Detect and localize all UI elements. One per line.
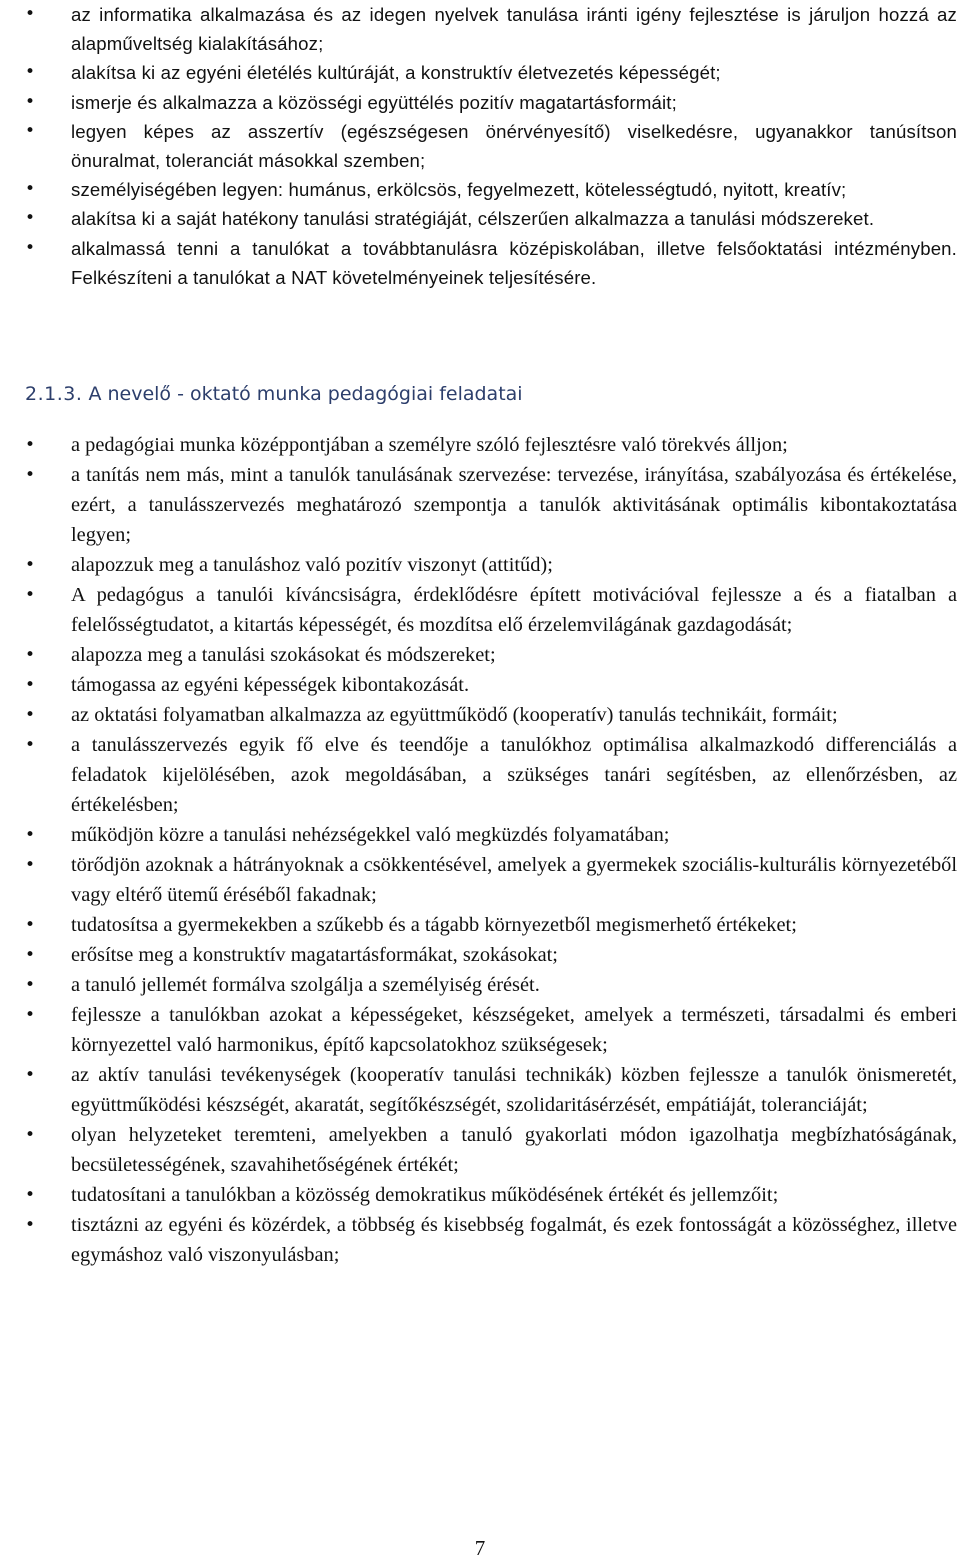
bullet-icon: • <box>25 855 36 875</box>
bullet-icon: • <box>25 120 36 141</box>
bullet-icon: • <box>25 675 36 695</box>
bullet-icon: • <box>25 915 36 935</box>
list-item: • tisztázni az egyéni és közérdek, a többség és kisebbség fogalmát, és ezek fontosságát a közösséghez, illetve egymáshoz való viszonyulásban; <box>71 1210 957 1270</box>
list-item: • a pedagógiai munka középpontjában a személyre szóló fejlesztésre való törekvés álljon; <box>71 430 957 460</box>
section-title: A nevelő - oktató munka pedagógiai feladatai <box>88 383 523 405</box>
list-item: • az oktatási folyamatban alkalmazza az együttműködő (kooperatív) tanulás technikáit, formáit; <box>71 700 957 730</box>
list-item: • tudatosítsa a gyermekekben a szűkebb és a tágabb környezetből megismerhető értékeket; <box>71 910 957 940</box>
list-item: • alapozza meg a tanulási szokásokat és módszereket; <box>71 640 957 670</box>
list-item: • legyen képes az asszertív (egészségesen önérvényesítő) viselkedésre, ugyanakkor tanúsítson önuralmat, toleranciát másokkal szemben; <box>71 117 957 175</box>
list-item: • a tanítás nem más, mint a tanulók tanulásának szervezése: tervezése, irányítása, szabályozása és értékelése, ezért, a tanulásszervezés meghatározó szempontja a tanulók aktivitásának optimális kibontakoztatása legyen; <box>71 460 957 550</box>
page-number: 7 <box>474 1536 486 1560</box>
list-item: • fejlessze a tanulókban azokat a képességeket, készségeket, amelyek a természeti, társadalmi és emberi környezettel való harmonikus, építő kapcsolatokhoz szükségesek; <box>71 1000 957 1060</box>
list-item: • A pedagógus a tanulói kíváncsiságra, érdeklődésre épített motivációval fejlessze a és a fiatalban a felelősségtudatot, a kitartás képességét, és mozdítsa elő érzelemvilágának gazdagodását; <box>71 580 957 640</box>
list-item: • erősítse meg a konstruktív magatartásformákat, szokásokat; <box>71 940 957 970</box>
list-item: • törődjön azoknak a hátrányoknak a csökkentésével, amelyek a gyermekek szociális-kulturális környezetéből vagy eltérő ütemű éréséből fakadnak; <box>71 850 957 910</box>
section-heading <box>25 383 523 405</box>
list-item: • a tanulásszervezés egyik fő elve és teendője a tanulókhoz optimálisa alkalmazkodó differenciálás a feladatok kijelölésében, azok megoldásában, a szükséges tanári segítésben, az ellenőrzésben, az értékelésben; <box>71 730 957 820</box>
bullet-icon: • <box>25 62 36 83</box>
bullet-icon: • <box>25 555 36 575</box>
bullet-icon: • <box>25 4 36 24</box>
bullet-icon: • <box>25 945 36 965</box>
bullet-icon: • <box>25 91 36 112</box>
list-item: • a tanuló jellemét formálva szolgálja a személyiség érését. <box>71 970 957 1000</box>
list-item: • támogassa az egyéni képességek kibontakozását. <box>71 670 957 700</box>
bullet-icon: • <box>25 435 36 455</box>
bullet-icon: • <box>25 237 36 258</box>
list-item: • alakítsa ki a saját hatékony tanulási stratégiáját, célszerűen alkalmazza a tanulási módszereket. <box>71 204 957 233</box>
bullet-icon: • <box>25 1125 36 1145</box>
list-item: • személyiségében legyen: humánus, erkölcsös, fegyelmezett, kötelességtudó, nyitott, kreatív; <box>71 175 957 204</box>
list-item: • tudatosítani a tanulókban a közösség demokratikus működésének értékét és jellemzőit; <box>71 1180 957 1210</box>
list-item: • az aktív tanulási tevékenységek (kooperatív tanulási technikák) közben fejlessze a tanulók önismeretét, együttműködési készségét, akaratát, segítőkészségét, szolidaritásérzését, empátiáját, toleranciáját; <box>71 1060 957 1120</box>
list-item: • alapozzuk meg a tanuláshoz való pozitív viszonyt (attitűd); <box>71 550 957 580</box>
bullet-icon: • <box>25 1215 36 1235</box>
bullet-icon: • <box>25 975 36 995</box>
list-item: • ismerje és alkalmazza a közösségi együttélés pozitív magatartásformáit; <box>71 88 957 117</box>
bullet-icon: • <box>25 705 36 725</box>
list-item: • az informatika alkalmazása és az idegen nyelvek tanulása iránti igény fejlesztése is járuljon hozzá az alapműveltség kialakításához; <box>71 0 957 58</box>
list-item: • működjön közre a tanulási nehézségekkel való megküzdés folyamatában; <box>71 820 957 850</box>
tasks-bullet-list <box>25 430 957 1270</box>
bullet-icon: • <box>25 825 36 845</box>
bullet-icon: • <box>25 585 36 605</box>
bullet-icon: • <box>25 1005 36 1025</box>
bullet-icon: • <box>25 1065 36 1085</box>
bullet-icon: • <box>25 179 36 200</box>
list-item: • alkalmassá tenni a tanulókat a továbbtanulásra középiskolában, illetve felsőoktatási intézményben. Felkészíteni a tanulókat a NAT követelményeinek teljesítésére. <box>71 234 957 292</box>
list-item: • alakítsa ki az egyéni életélés kultúráját, a konstruktív életvezetés képességét; <box>71 58 957 87</box>
bullet-icon: • <box>25 735 36 755</box>
section-number: 2.1.3. <box>25 383 83 405</box>
bullet-icon: • <box>25 1185 36 1205</box>
top-bullet-list <box>25 0 957 292</box>
bullet-icon: • <box>25 645 36 665</box>
list-item: • olyan helyzeteket teremteni, amelyekben a tanuló gyakorlati módon igazolhatja megbízhatóságának, becsületességének, szavahihetőségének értékét; <box>71 1120 957 1180</box>
bullet-icon: • <box>25 465 36 485</box>
bullet-icon: • <box>25 208 36 229</box>
